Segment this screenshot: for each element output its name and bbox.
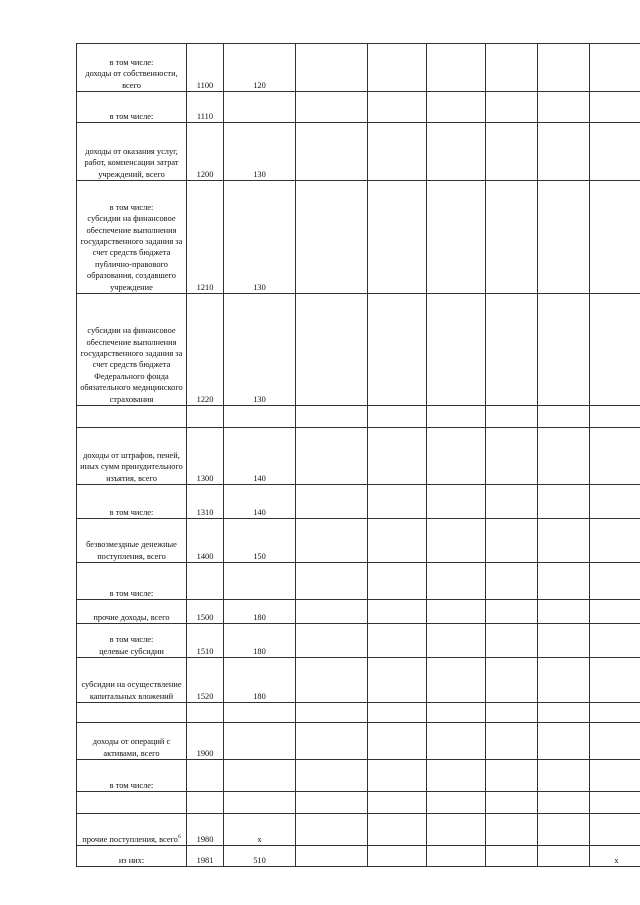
row-name-cell — [77, 624, 187, 658]
value-cell — [368, 624, 427, 658]
row-kbk-cell: 150 — [224, 519, 296, 563]
value-cell — [486, 846, 538, 867]
value-cell — [486, 760, 538, 792]
value-cell — [296, 846, 368, 867]
table-row — [77, 658, 640, 703]
value-cell — [296, 181, 368, 294]
value-cell — [368, 703, 427, 723]
row-name-cell — [77, 92, 187, 123]
row-last-cell — [590, 428, 640, 485]
row-code-cell: 1510 — [187, 624, 224, 658]
value-cell — [296, 723, 368, 760]
value-cell — [368, 406, 427, 428]
row-code-cell: 1500 — [187, 600, 224, 624]
value-cell — [427, 814, 486, 846]
row-code-cell — [187, 703, 224, 723]
table-row — [77, 181, 640, 294]
row-code-cell — [187, 563, 224, 600]
value-cell — [368, 294, 427, 406]
value-cell — [296, 563, 368, 600]
row-code-cell: 1100 — [187, 44, 224, 92]
row-prefix: в том числе: — [109, 780, 154, 790]
table-row — [77, 92, 640, 123]
row-last-cell — [590, 703, 640, 723]
value-cell — [368, 760, 427, 792]
value-cell — [296, 624, 368, 658]
row-code-cell — [187, 760, 224, 792]
value-cell — [538, 760, 590, 792]
row-name-cell — [77, 519, 187, 563]
row-name-cell — [77, 563, 187, 600]
value-cell — [427, 600, 486, 624]
footnote-mark: 6 — [177, 833, 181, 840]
value-cell — [427, 181, 486, 294]
value-cell — [296, 294, 368, 406]
table-row — [77, 760, 640, 792]
row-last-cell — [590, 181, 640, 294]
value-cell — [486, 123, 538, 181]
row-kbk-cell: x — [224, 814, 296, 846]
row-name: субсидии на осуществление капитальных вложений — [81, 680, 182, 701]
row-last-cell — [590, 485, 640, 519]
value-cell — [486, 563, 538, 600]
value-cell — [486, 485, 538, 519]
value-cell — [486, 92, 538, 123]
row-name: из них: — [118, 855, 145, 865]
table-row — [77, 294, 640, 406]
table-row — [77, 123, 640, 181]
value-cell — [538, 519, 590, 563]
value-cell — [486, 44, 538, 92]
value-cell — [486, 792, 538, 814]
row-last-cell — [590, 792, 640, 814]
value-cell — [427, 563, 486, 600]
value-cell — [368, 658, 427, 703]
value-cell — [368, 723, 427, 760]
row-last-cell — [590, 44, 640, 92]
table-row — [77, 485, 640, 519]
value-cell — [538, 600, 590, 624]
value-cell — [486, 428, 538, 485]
value-cell — [538, 846, 590, 867]
row-last-cell — [590, 624, 640, 658]
value-cell — [486, 723, 538, 760]
value-cell — [538, 123, 590, 181]
value-cell — [296, 814, 368, 846]
value-cell — [296, 792, 368, 814]
row-code-cell — [187, 792, 224, 814]
row-name-cell — [77, 658, 187, 703]
row-prefix: в том числе: — [109, 507, 154, 517]
value-cell — [368, 600, 427, 624]
row-code-cell: 1310 — [187, 485, 224, 519]
row-prefix: в том числе: — [109, 111, 154, 121]
value-cell — [427, 792, 486, 814]
row-prefix: в том числе: — [109, 635, 154, 645]
row-name-cell — [77, 428, 187, 485]
value-cell — [427, 658, 486, 703]
row-kbk-cell — [224, 723, 296, 760]
value-cell — [538, 92, 590, 123]
row-code-cell: 1200 — [187, 123, 224, 181]
value-cell — [427, 294, 486, 406]
value-cell — [427, 624, 486, 658]
row-last-cell — [590, 814, 640, 846]
row-name-cell — [77, 294, 187, 406]
value-cell — [486, 624, 538, 658]
row-code-cell: 1900 — [187, 723, 224, 760]
row-last-cell — [590, 519, 640, 563]
value-cell — [296, 703, 368, 723]
value-cell — [538, 814, 590, 846]
value-cell — [296, 44, 368, 92]
row-code-cell: 1980 — [187, 814, 224, 846]
row-kbk-cell: 130 — [224, 123, 296, 181]
row-code-cell: 1300 — [187, 428, 224, 485]
row-last-cell — [590, 294, 640, 406]
row-name: доходы от операций с активами, всего — [92, 737, 171, 758]
value-cell — [427, 723, 486, 760]
row-kbk-cell — [224, 563, 296, 600]
value-cell — [427, 760, 486, 792]
row-kbk-cell: 130 — [224, 181, 296, 294]
table-row — [77, 723, 640, 760]
row-name-cell — [77, 181, 187, 294]
row-name-cell — [77, 703, 187, 723]
table-row — [77, 44, 640, 92]
row-name: доходы от собственности, всего — [85, 69, 178, 90]
value-cell — [427, 846, 486, 867]
value-cell — [368, 92, 427, 123]
row-code-cell: 1220 — [187, 294, 224, 406]
row-kbk-cell — [224, 406, 296, 428]
value-cell — [486, 600, 538, 624]
row-last-cell — [590, 723, 640, 760]
row-name: безвозмездные денежные поступления, всего — [86, 540, 177, 561]
value-cell — [296, 406, 368, 428]
row-kbk-cell: 140 — [224, 428, 296, 485]
row-kbk-cell: 130 — [224, 294, 296, 406]
row-kbk-cell — [224, 760, 296, 792]
value-cell — [486, 703, 538, 723]
value-cell — [368, 123, 427, 181]
row-kbk-cell: 180 — [224, 600, 296, 624]
value-cell — [296, 600, 368, 624]
table-row — [77, 624, 640, 658]
value-cell — [427, 485, 486, 519]
value-cell — [486, 406, 538, 428]
row-prefix: в том числе: — [109, 57, 154, 67]
row-name: субсидии на финансовое обеспечение выполнения государственного задания за счет средств бюджета публично-правового образования, создавшего учреждение — [80, 214, 183, 292]
value-cell — [368, 846, 427, 867]
value-cell — [538, 485, 590, 519]
value-cell — [486, 814, 538, 846]
table-row — [77, 703, 640, 723]
value-cell — [427, 428, 486, 485]
row-name-cell — [77, 44, 187, 92]
table-row — [77, 563, 640, 600]
row-name-cell — [77, 760, 187, 792]
value-cell — [296, 760, 368, 792]
row-code-cell: 1110 — [187, 92, 224, 123]
row-name-cell — [77, 814, 187, 846]
value-cell — [538, 44, 590, 92]
row-kbk-cell: 140 — [224, 485, 296, 519]
row-name: прочие поступления, всего — [82, 834, 178, 844]
row-name-cell — [77, 723, 187, 760]
row-prefix: в том числе: — [109, 202, 154, 212]
row-last-cell — [590, 658, 640, 703]
value-cell — [486, 658, 538, 703]
value-cell — [486, 294, 538, 406]
value-cell — [538, 723, 590, 760]
row-last-cell — [590, 563, 640, 600]
value-cell — [296, 92, 368, 123]
row-kbk-cell: 510 — [224, 846, 296, 867]
row-prefix: в том числе: — [109, 588, 154, 598]
row-name: доходы от штрафов, пеней, иных сумм принудительного изъятия, всего — [80, 450, 183, 483]
value-cell — [427, 123, 486, 181]
row-kbk-cell — [224, 792, 296, 814]
row-code-cell: 1520 — [187, 658, 224, 703]
value-cell — [368, 485, 427, 519]
value-cell — [368, 181, 427, 294]
table-row — [77, 600, 640, 624]
row-last-cell: x — [590, 846, 640, 867]
value-cell — [368, 814, 427, 846]
row-name-cell — [77, 792, 187, 814]
row-code-cell — [187, 406, 224, 428]
value-cell — [427, 703, 486, 723]
value-cell — [486, 519, 538, 563]
value-cell — [368, 563, 427, 600]
row-name: субсидии на финансовое обеспечение выполнения государственного задания за счет средств бюджета Федерального фонда обязательного медицинского страхования — [80, 326, 183, 404]
row-name-cell — [77, 406, 187, 428]
row-code-cell: 1981 — [187, 846, 224, 867]
row-name: прочие доходы, всего — [93, 612, 170, 622]
row-name: целевые субсидии — [99, 646, 164, 656]
value-cell — [538, 181, 590, 294]
value-cell — [296, 123, 368, 181]
value-cell — [296, 485, 368, 519]
value-cell — [538, 563, 590, 600]
value-cell — [538, 703, 590, 723]
value-cell — [538, 624, 590, 658]
row-kbk-cell: 180 — [224, 624, 296, 658]
value-cell — [296, 658, 368, 703]
row-kbk-cell: 180 — [224, 658, 296, 703]
row-name-cell — [77, 846, 187, 867]
row-name-cell — [77, 600, 187, 624]
value-cell — [427, 92, 486, 123]
value-cell — [368, 428, 427, 485]
finance-table — [76, 43, 640, 867]
row-name: доходы от оказания услуг, работ, компенсации затрат учреждений, всего — [84, 146, 179, 179]
value-cell — [538, 428, 590, 485]
row-code-cell: 1400 — [187, 519, 224, 563]
table-row — [77, 428, 640, 485]
value-cell — [538, 294, 590, 406]
table-row — [77, 814, 640, 846]
table-row — [77, 846, 640, 867]
value-cell — [368, 519, 427, 563]
value-cell — [427, 406, 486, 428]
value-cell — [296, 428, 368, 485]
table-row — [77, 519, 640, 563]
table-row — [77, 792, 640, 814]
row-kbk-cell — [224, 703, 296, 723]
row-code-cell: 1210 — [187, 181, 224, 294]
value-cell — [296, 519, 368, 563]
row-kbk-cell: 120 — [224, 44, 296, 92]
row-kbk-cell — [224, 92, 296, 123]
value-cell — [427, 519, 486, 563]
row-last-cell — [590, 123, 640, 181]
row-last-cell — [590, 406, 640, 428]
value-cell — [486, 181, 538, 294]
value-cell — [538, 792, 590, 814]
row-last-cell — [590, 600, 640, 624]
row-name-cell — [77, 485, 187, 519]
table-row — [77, 406, 640, 428]
value-cell — [368, 792, 427, 814]
row-last-cell — [590, 92, 640, 123]
row-name-cell — [77, 123, 187, 181]
value-cell — [427, 44, 486, 92]
value-cell — [538, 658, 590, 703]
value-cell — [368, 44, 427, 92]
value-cell — [538, 406, 590, 428]
row-last-cell — [590, 760, 640, 792]
